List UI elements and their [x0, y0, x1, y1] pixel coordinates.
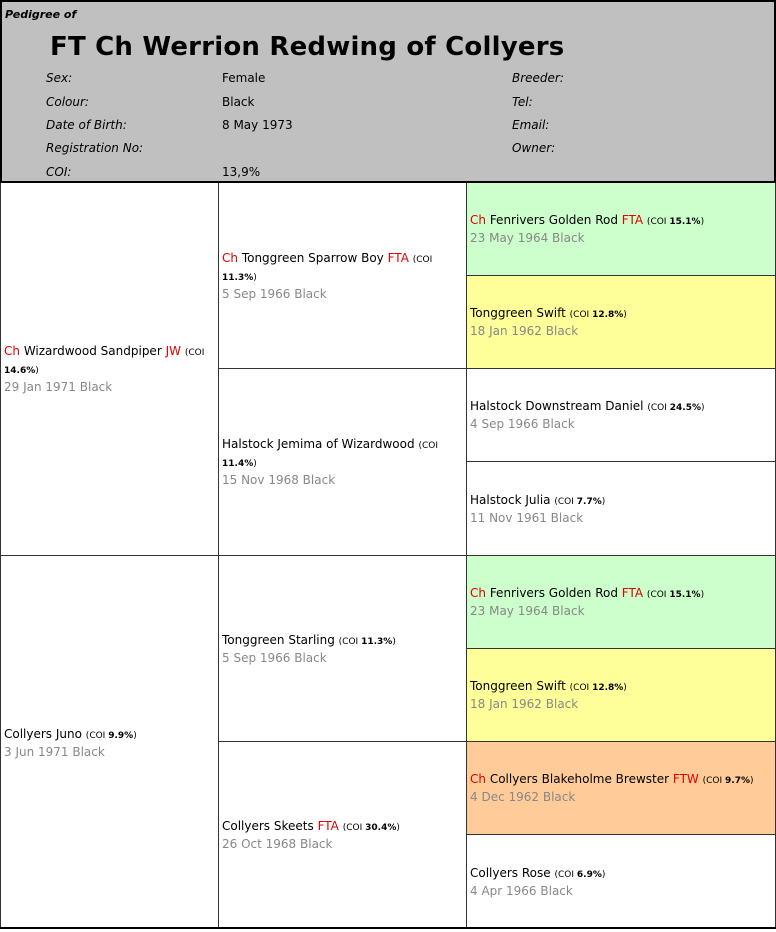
ancestor-info: 4 Apr 1966 Black [470, 883, 573, 898]
gen3-cell: Ch Fenrivers Golden Rod FTA (COI 15.1%) 23 May 1964 Black [467, 183, 776, 276]
ancestor-name[interactable]: Fenrivers Golden Rod [489, 213, 618, 227]
dam-entry: Collyers Juno (COI 9.9%) 3 Jun 1971 Black [4, 726, 218, 760]
bottom-border [0, 927, 776, 929]
ancestor-info: 4 Sep 1966 Black [470, 417, 575, 431]
sire-name[interactable]: Wizardwood Sandpiper [23, 344, 162, 358]
dam-sire-name[interactable]: Tonggreen Starling [222, 632, 335, 647]
gen3-cell: Ch Fenrivers Golden Rod FTA (COI 15.1%) 23 May 1964 Black [467, 556, 776, 649]
gen3-cell: Collyers Rose (COI 6.9%) 4 Apr 1966 Black [467, 835, 776, 929]
dob-label: Date of Birth: [46, 118, 127, 132]
dam-sire-info: 5 Sep 1966 Black [222, 650, 327, 665]
sire-dam-name[interactable]: Halstock Jemima of Wizardwood [222, 437, 415, 451]
gen3-cell: Ch Collyers Blakeholme Brewster FTW (COI 9.7%) 4 Dec 1962 Black [467, 742, 776, 835]
registration-label: Registration No: [46, 141, 144, 155]
breeder-label: Breeder: [512, 71, 564, 85]
sire-info: 29 Jan 1971 Black [4, 380, 113, 394]
ancestor-name[interactable]: Collyers Rose [470, 865, 551, 880]
coi-value: 13,9% [222, 165, 261, 179]
sex-value: Female [222, 71, 266, 85]
sire-sire-cell: Ch Tonggreen Sparrow Boy FTA (COI 11.3%) 5 Sep 1966 Black [219, 183, 467, 369]
ancestor-name[interactable]: Halstock Julia [470, 492, 551, 507]
colour-label: Colour: [46, 95, 89, 109]
pedigree-grid [0, 183, 776, 929]
colour-value: Black [222, 95, 255, 109]
pedigree-kicker: Pedigree of [5, 8, 77, 21]
sire-cell: Ch Wizardwood Sandpiper JW (COI 14.6%) 29 Jan 1971 Black [0, 183, 219, 556]
owner-label: Owner: [512, 141, 556, 155]
coi-label: COI: [46, 165, 72, 179]
dam-name[interactable]: Collyers Juno [4, 727, 82, 741]
sire-sire-info: 5 Sep 1966 Black [222, 286, 327, 301]
gen3-cell: Tonggreen Swift (COI 12.8%) 18 Jan 1962 Black [467, 649, 776, 742]
ancestor-info: 18 Jan 1962 Black [470, 324, 579, 338]
dob-value: 8 May 1973 [222, 118, 293, 132]
dam-info: 3 Jun 1971 Black [4, 745, 105, 759]
ancestor-name[interactable]: Halstock Downstream Daniel [470, 399, 644, 413]
gen3-cell: Halstock Julia (COI 7.7%) 11 Nov 1961 Black [467, 462, 776, 556]
dog-name-title: FT Ch Werrion Redwing of Collyers [50, 32, 565, 62]
ancestor-info: 11 Nov 1961 Black [470, 510, 584, 525]
dam-dam-cell: Collyers Skeets FTA (COI 30.4%) 26 Oct 1968 Black [219, 742, 467, 929]
gen3-cell: Halstock Downstream Daniel (COI 24.5%) 4 Sep 1966 Black [467, 369, 776, 462]
dam-sire-cell: Tonggreen Starling (COI 11.3%) 5 Sep 1966 Black [219, 556, 467, 742]
tel-label: Tel: [512, 95, 533, 109]
email-label: Email: [512, 118, 550, 132]
sire-sire-name[interactable]: Tonggreen Sparrow Boy [241, 250, 384, 265]
gen3-cell: Tonggreen Swift (COI 12.8%) 18 Jan 1962 Black [467, 276, 776, 369]
ancestor-name[interactable]: Fenrivers Golden Rod [489, 586, 618, 600]
ancestor-name[interactable]: Tonggreen Swift [470, 306, 566, 320]
dam-dam-name[interactable]: Collyers Skeets [222, 819, 314, 833]
ancestor-info: 4 Dec 1962 Black [470, 790, 576, 804]
ancestor-info: 23 May 1964 Black [470, 604, 585, 618]
sire-dam-info: 15 Nov 1968 Black [222, 473, 336, 487]
ancestor-name[interactable]: Tonggreen Swift [470, 679, 566, 693]
ancestor-name[interactable]: Collyers Blakeholme Brewster [489, 772, 670, 786]
pedigree-header [0, 0, 776, 183]
ancestor-info: 23 May 1964 Black [470, 231, 585, 245]
ancestor-info: 18 Jan 1962 Black [470, 697, 579, 711]
dam-dam-info: 26 Oct 1968 Black [222, 837, 333, 851]
sex-label: Sex: [46, 71, 73, 85]
sire-dam-cell: Halstock Jemima of Wizardwood (COI 11.4%) 15 Nov 1968 Black [219, 369, 467, 556]
